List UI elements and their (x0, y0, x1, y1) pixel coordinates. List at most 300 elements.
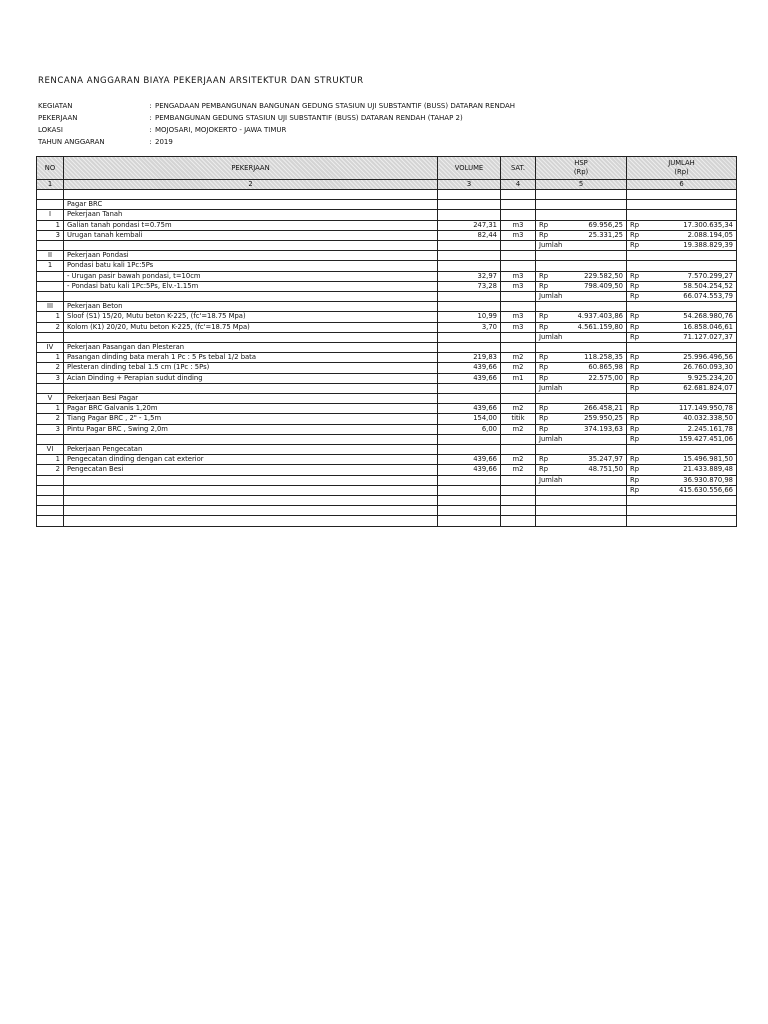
item-unit: m2 (501, 404, 536, 414)
item-description: Tiang Pagar BRC , 2" - 1,5m (64, 414, 438, 424)
hsp-currency: Rp (536, 322, 558, 332)
item-amount: 2.088.194,05 (647, 230, 737, 240)
row-number: 1 (37, 404, 64, 414)
subtotal-label: Jumlah (536, 475, 627, 485)
item-description: Pengecatan dinding dengan cat exterior (64, 455, 438, 465)
section-title: Pekerjaan Tanah (64, 210, 438, 220)
subtotal-currency: Rp (627, 383, 647, 393)
subtotal-currency: Rp (627, 434, 647, 444)
jumlah-currency: Rp (627, 322, 647, 332)
hsp-currency: Rp (536, 312, 558, 322)
empty-cell (536, 445, 558, 455)
hsp-currency: Rp (536, 414, 558, 424)
empty-cell (64, 332, 438, 342)
empty-cell (501, 210, 536, 220)
empty-cell (558, 210, 627, 220)
item-unit-price: 374.193,63 (558, 424, 627, 434)
header-number: 2 (64, 180, 438, 190)
item-volume: 3,70 (438, 322, 501, 332)
empty-cell (438, 485, 501, 495)
item-description: - Pondasi batu kali 1Pc:5Ps, Elv.-1.15m (64, 281, 438, 291)
item-volume: 82,44 (438, 230, 501, 240)
item-unit: m1 (501, 373, 536, 383)
table-row (37, 363, 737, 373)
empty-cell (501, 394, 536, 404)
jumlah-currency: Rp (627, 281, 647, 291)
row-number: 1 (37, 353, 64, 363)
empty-cell (647, 394, 737, 404)
empty-cell (438, 190, 501, 200)
hsp-currency: Rp (536, 455, 558, 465)
empty-cell (501, 475, 536, 485)
item-description: Urugan tanah kembali (64, 230, 438, 240)
empty-cell (536, 516, 558, 526)
item-unit: m2 (501, 465, 536, 475)
meta-colon: : (149, 102, 152, 110)
empty-cell (558, 506, 627, 516)
item-volume: 219,83 (438, 353, 501, 363)
empty-cell (438, 292, 501, 302)
item-amount: 117.149.950,78 (647, 404, 737, 414)
item-unit-price: 22.575,00 (558, 373, 627, 383)
item-description: Galian tanah pondasi t=0.75m (64, 220, 438, 230)
item-unit: m2 (501, 353, 536, 363)
item-description: Pintu Pagar BRC , Swing 2,0m (64, 424, 438, 434)
empty-cell (627, 210, 647, 220)
empty-cell (627, 343, 647, 353)
table-row (37, 424, 737, 434)
empty-cell (438, 241, 501, 251)
blank-row (37, 190, 737, 200)
header-jumlah-unit: (Rp) (674, 168, 689, 176)
empty-cell (647, 251, 737, 261)
jumlah-currency: Rp (627, 465, 647, 475)
empty-cell (558, 251, 627, 261)
item-volume: 439,66 (438, 404, 501, 414)
meta-label: LOKASI (38, 126, 63, 134)
meta-value: PEMBANGUNAN GEDUNG STASIUN UJI SUBSTANTIF (BUSS) DATARAN RENDAH (TAHAP 2) (155, 114, 463, 122)
grand-total-currency: Rp (627, 485, 647, 495)
item-volume: 439,66 (438, 455, 501, 465)
row-number: 2 (37, 363, 64, 373)
item-volume: 439,66 (438, 363, 501, 373)
item-unit: m3 (501, 322, 536, 332)
section-title: Pagar BRC (64, 200, 438, 210)
empty-cell (536, 261, 558, 271)
item-volume: 154,00 (438, 414, 501, 424)
empty-cell (37, 190, 64, 200)
item-unit: m2 (501, 455, 536, 465)
meta-row-tahun-anggaran (38, 136, 515, 148)
empty-cell (501, 332, 536, 342)
item-unit-price: 798.409,50 (558, 281, 627, 291)
empty-cell (37, 383, 64, 393)
meta-label: KEGIATAN (38, 102, 73, 110)
empty-cell (438, 496, 501, 506)
subtotal-row (37, 434, 737, 444)
empty-cell (647, 343, 737, 353)
subtotal-row (37, 292, 737, 302)
empty-cell (438, 394, 501, 404)
table-row (37, 455, 737, 465)
empty-cell (501, 383, 536, 393)
table-row (37, 353, 737, 363)
item-unit: m3 (501, 312, 536, 322)
header-no: NO (37, 157, 64, 180)
subtotal-amount: 62.681.824,07 (647, 383, 737, 393)
item-amount: 17.300.635,34 (647, 220, 737, 230)
empty-cell (438, 332, 501, 342)
empty-cell (438, 302, 501, 312)
hsp-currency: Rp (536, 465, 558, 475)
empty-cell (438, 343, 501, 353)
section-heading-row (37, 200, 737, 210)
empty-cell (647, 190, 737, 200)
header-number: 4 (501, 180, 536, 190)
header-jumlah (627, 157, 737, 180)
empty-cell (536, 251, 558, 261)
empty-cell (536, 190, 558, 200)
section-heading-row (37, 210, 737, 220)
empty-cell (536, 200, 558, 210)
item-volume: 73,28 (438, 281, 501, 291)
row-number (37, 200, 64, 210)
item-unit-price: 25.331,25 (558, 230, 627, 240)
hsp-currency: Rp (536, 373, 558, 383)
header-sat: SAT. (501, 157, 536, 180)
empty-cell (536, 506, 558, 516)
item-unit-price: 35.247,97 (558, 455, 627, 465)
empty-cell (627, 200, 647, 210)
project-info (38, 100, 515, 148)
subtotal-label: Jumlah (536, 434, 627, 444)
empty-cell (438, 383, 501, 393)
item-unit-price: 4.561.159,80 (558, 322, 627, 332)
item-amount: 54.268.980,76 (647, 312, 737, 322)
empty-cell (501, 241, 536, 251)
item-amount: 16.858.046,61 (647, 322, 737, 332)
empty-cell (501, 200, 536, 210)
empty-cell (536, 343, 558, 353)
subtotal-currency: Rp (627, 332, 647, 342)
jumlah-currency: Rp (627, 414, 647, 424)
subtotal-label: Jumlah (536, 332, 627, 342)
empty-cell (64, 506, 438, 516)
empty-cell (37, 485, 64, 495)
item-description: Pasangan dinding bata merah 1 Pc : 5 Ps tebal 1/2 bata (64, 353, 438, 363)
empty-cell (501, 516, 536, 526)
subtotal-amount: 159.427.451,06 (647, 434, 737, 444)
subtotal-amount: 66.074.553,79 (647, 292, 737, 302)
section-title: Pekerjaan Besi Pagar (64, 394, 438, 404)
jumlah-currency: Rp (627, 312, 647, 322)
row-number (37, 271, 64, 281)
empty-cell (627, 516, 647, 526)
item-volume: 10,99 (438, 312, 501, 322)
empty-cell (536, 210, 558, 220)
empty-cell (647, 200, 737, 210)
hsp-currency: Rp (536, 230, 558, 240)
row-number: 3 (37, 424, 64, 434)
subtotal-label: Jumlah (536, 241, 627, 251)
section-title: Pekerjaan Beton (64, 302, 438, 312)
item-amount: 25.996.496,56 (647, 353, 737, 363)
hsp-currency: Rp (536, 424, 558, 434)
item-unit: m2 (501, 424, 536, 434)
jumlah-currency: Rp (627, 363, 647, 373)
row-number: III (37, 302, 64, 312)
item-volume: 247,31 (438, 220, 501, 230)
meta-row-kegiatan (38, 100, 515, 112)
item-amount: 58.504.254,52 (647, 281, 737, 291)
table-row (37, 220, 737, 230)
item-amount: 15.496.981,50 (647, 455, 737, 465)
table-row (37, 230, 737, 240)
table-row (37, 414, 737, 424)
empty-cell (64, 434, 438, 444)
row-number: II (37, 251, 64, 261)
row-number: VI (37, 445, 64, 455)
empty-cell (627, 261, 647, 271)
hsp-currency: Rp (536, 353, 558, 363)
item-unit: m3 (501, 271, 536, 281)
empty-cell (647, 210, 737, 220)
item-unit: m3 (501, 220, 536, 230)
row-number: I (37, 210, 64, 220)
empty-cell (627, 190, 647, 200)
grand-total-amount: 415.630.556,66 (647, 485, 737, 495)
subtotal-row (37, 241, 737, 251)
empty-cell (438, 261, 501, 271)
budget-table-body (37, 190, 737, 527)
jumlah-currency: Rp (627, 230, 647, 240)
empty-cell (438, 475, 501, 485)
hsp-currency: Rp (536, 363, 558, 373)
empty-cell (501, 261, 536, 271)
section-heading-row (37, 261, 737, 271)
empty-cell (438, 200, 501, 210)
meta-value: PENGADAAN PEMBANGUNAN BANGUNAN GEDUNG STASIUN UJI SUBSTANTIF (BUSS) DATARAN RENDAH (155, 102, 516, 110)
item-unit: m3 (501, 281, 536, 291)
jumlah-currency: Rp (627, 424, 647, 434)
meta-value: 2019 (155, 138, 173, 146)
empty-cell (438, 434, 501, 444)
empty-cell (647, 445, 737, 455)
budget-table (36, 156, 737, 527)
empty-cell (438, 251, 501, 261)
item-description: Pengecatan Besi (64, 465, 438, 475)
table-row (37, 404, 737, 414)
table-row (37, 322, 737, 332)
item-description: Sloof (S1) 15/20, Mutu beton K-225, (fc'=18.75 Mpa) (64, 312, 438, 322)
hsp-currency: Rp (536, 404, 558, 414)
jumlah-currency: Rp (627, 353, 647, 363)
jumlah-currency: Rp (627, 455, 647, 465)
empty-cell (647, 506, 737, 516)
subtotal-amount: 36.930.870,98 (647, 475, 737, 485)
empty-cell (558, 516, 627, 526)
item-unit: titik (501, 414, 536, 424)
empty-cell (64, 485, 438, 495)
item-volume: 6,00 (438, 424, 501, 434)
empty-cell (501, 292, 536, 302)
table-row (37, 271, 737, 281)
row-number (37, 281, 64, 291)
jumlah-currency: Rp (627, 404, 647, 414)
row-number: 1 (37, 220, 64, 230)
hsp-currency: Rp (536, 220, 558, 230)
empty-cell (37, 332, 64, 342)
subtotal-currency: Rp (627, 475, 647, 485)
empty-cell (64, 516, 438, 526)
empty-cell (37, 434, 64, 444)
header-jumlah-label: JUMLAH (668, 159, 695, 167)
empty-cell (37, 506, 64, 516)
row-number: 2 (37, 465, 64, 475)
empty-cell (558, 394, 627, 404)
empty-cell (438, 445, 501, 455)
section-title: Pondasi batu kali 1Pc:5Ps (64, 261, 438, 271)
empty-cell (438, 506, 501, 516)
empty-cell (627, 506, 647, 516)
meta-row-pekerjaan (38, 112, 515, 124)
empty-cell (37, 475, 64, 485)
empty-cell (501, 343, 536, 353)
item-volume: 32,97 (438, 271, 501, 281)
empty-cell (64, 190, 438, 200)
empty-cell (37, 241, 64, 251)
empty-cell (627, 251, 647, 261)
empty-cell (558, 200, 627, 210)
section-title: Pekerjaan Pondasi (64, 251, 438, 261)
item-description: Pagar BRC Galvanis 1,20m (64, 404, 438, 414)
empty-cell (501, 302, 536, 312)
empty-cell (501, 496, 536, 506)
subtotal-amount: 71.127.027,37 (647, 332, 737, 342)
meta-colon: : (149, 138, 152, 146)
row-number: IV (37, 343, 64, 353)
table-row (37, 465, 737, 475)
subtotal-row (37, 383, 737, 393)
empty-cell (647, 261, 737, 271)
header-number: 3 (438, 180, 501, 190)
subtotal-currency: Rp (627, 241, 647, 251)
row-number: 1 (37, 312, 64, 322)
empty-cell (558, 261, 627, 271)
empty-cell (558, 496, 627, 506)
empty-cell (501, 190, 536, 200)
blank-row (37, 496, 737, 506)
item-unit-price: 48.751,50 (558, 465, 627, 475)
empty-cell (627, 496, 647, 506)
section-title: Pekerjaan Pasangan dan Plesteran (64, 343, 438, 353)
item-unit: m2 (501, 363, 536, 373)
empty-cell (558, 445, 627, 455)
section-heading-row (37, 302, 737, 312)
meta-colon: : (149, 126, 152, 134)
meta-value: MOJOSARI, MOJOKERTO - JAWA TIMUR (155, 126, 287, 134)
section-title: Pekerjaan Pengecatan (64, 445, 438, 455)
item-amount: 9.925.234,20 (647, 373, 737, 383)
header-volume: VOLUME (438, 157, 501, 180)
item-amount: 7.570.299,27 (647, 271, 737, 281)
row-number: 2 (37, 322, 64, 332)
row-number: 3 (37, 230, 64, 240)
empty-cell (64, 383, 438, 393)
empty-cell (536, 394, 558, 404)
item-unit-price: 69.956,25 (558, 220, 627, 230)
table-row (37, 373, 737, 383)
empty-cell (647, 496, 737, 506)
empty-cell (647, 516, 737, 526)
empty-cell (37, 292, 64, 302)
empty-cell (558, 485, 627, 495)
row-number: 2 (37, 414, 64, 424)
header-pekerjaan: PEKERJAAN (64, 157, 438, 180)
item-volume: 439,66 (438, 465, 501, 475)
empty-cell (501, 251, 536, 261)
section-heading-row (37, 445, 737, 455)
jumlah-currency: Rp (627, 220, 647, 230)
empty-cell (37, 516, 64, 526)
header-hsp-unit: (Rp) (573, 168, 589, 176)
item-amount: 2.245.161,78 (647, 424, 737, 434)
empty-cell (536, 302, 558, 312)
section-heading-row (37, 394, 737, 404)
item-description: Plesteran dinding tebal 1.5 cm (1Pc : 5Ps) (64, 363, 438, 373)
section-heading-row (37, 251, 737, 261)
header-number: 1 (37, 180, 64, 190)
hsp-currency: Rp (536, 281, 558, 291)
table-row (37, 312, 737, 322)
subtotal-row (37, 475, 737, 485)
empty-cell (501, 434, 536, 444)
header-row (37, 157, 737, 180)
header-number-row (37, 180, 737, 190)
subtotal-currency: Rp (627, 292, 647, 302)
subtotal-amount: 19.388.829,39 (647, 241, 737, 251)
item-amount: 40.032.338,50 (647, 414, 737, 424)
empty-cell (501, 506, 536, 516)
item-unit-price: 266.458,21 (558, 404, 627, 414)
empty-cell (627, 302, 647, 312)
item-volume: 439,66 (438, 373, 501, 383)
empty-cell (558, 343, 627, 353)
subtotal-label: Jumlah (536, 292, 627, 302)
item-unit-price: 229.582,50 (558, 271, 627, 281)
item-unit: m3 (501, 230, 536, 240)
grand-total-row (37, 485, 737, 495)
header-number: 6 (627, 180, 737, 190)
empty-cell (501, 485, 536, 495)
empty-cell (64, 475, 438, 485)
meta-label: PEKERJAAN (38, 114, 78, 122)
document-title: RENCANA ANGGARAN BIAYA PEKERJAAN ARSITEKTUR DAN STRUKTUR (38, 76, 364, 86)
row-number: 3 (37, 373, 64, 383)
header-number: 5 (536, 180, 627, 190)
jumlah-currency: Rp (627, 373, 647, 383)
empty-cell (647, 302, 737, 312)
item-description: Acian Dinding + Perapian sudut dinding (64, 373, 438, 383)
blank-row (37, 516, 737, 526)
row-number: 1 (37, 455, 64, 465)
empty-cell (64, 241, 438, 251)
jumlah-currency: Rp (627, 271, 647, 281)
empty-cell (536, 496, 558, 506)
meta-label: TAHUN ANGGARAN (38, 138, 105, 146)
item-unit-price: 118.258,35 (558, 353, 627, 363)
empty-cell (558, 190, 627, 200)
